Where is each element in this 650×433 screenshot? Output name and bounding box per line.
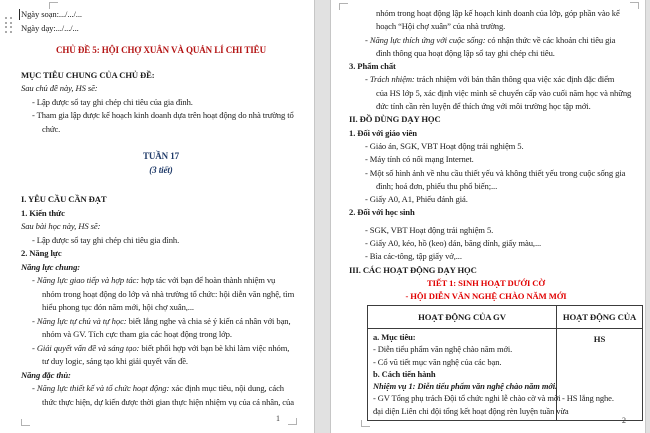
- text-line: [562, 356, 639, 368]
- text-line: - Máy tính có nối mạng Internet.: [365, 154, 474, 165]
- page2-text-column: [349, 7, 632, 304]
- text-line: I. YÊU CẦU CẦN ĐẠT: [21, 194, 107, 204]
- activities-table-body-row: [368, 329, 642, 420]
- text-line: 1. Kiến thức: [21, 207, 65, 218]
- page1-text-column: [21, 8, 301, 409]
- date-header-block: [21, 8, 301, 35]
- text-line: II. ĐỒ DÙNG DẠY HỌC: [349, 114, 441, 125]
- text-line: Nhiệm vụ 1: Diễn tiểu phẩm văn nghệ chào năm mới.: [373, 381, 558, 392]
- text-line: - Năng lực tự chủ và tự học: biết lắng nghe và chia sẻ ý kiến cá nhân với bạn,: [32, 315, 291, 326]
- text-line: - Năng lực thích ứng với cuộc sống: có nhận thức về các khoản chi tiêu gia: [365, 34, 616, 45]
- text-line: III. CÁC HOẠT ĐỘNG DẠY HỌC: [349, 264, 477, 275]
- requirements-section: [21, 193, 301, 409]
- text-line: - HS lắng nghe.: [562, 393, 614, 404]
- text-line: 1. Đối với giáo viên: [349, 127, 417, 138]
- text-boundary-corner-mark: [630, 2, 639, 9]
- text-boundary-corner-mark: [339, 3, 348, 10]
- text-line: tư duy logic, sáng tạo khi giải quyết vấn đề.: [42, 356, 188, 366]
- text-line: hoạch “Hội chợ xuân” của nhà trường.: [376, 21, 506, 32]
- text-line: - Giải quyết vấn đề và sáng tạo: biết phối hợp với bạn bè khi làm việc nhóm,: [32, 342, 290, 353]
- week-heading-block: [21, 150, 301, 177]
- text-line: a. Mục tiêu:: [373, 332, 416, 342]
- text-line: 3. Phẩm chất: [349, 61, 396, 72]
- text-line: - Trách nhiệm: trách nhiệm với bản thân thông qua việc xác định đặc điểm: [365, 74, 615, 85]
- table-header-gv-activities: HOẠT ĐỘNG CỦA GV: [368, 306, 557, 328]
- paragraph-drag-handle-icon[interactable]: [5, 17, 12, 33]
- text-line: đại diện Liên chi đội tổng kết hoạt động rèn luyện tuần vừa: [373, 405, 569, 416]
- text-line: Ngày soạn:.../.../...: [21, 9, 82, 19]
- text-line: (3 tiết): [149, 164, 173, 175]
- text-line: nhóm trong hoạt động do lớp và nhà trường tổ chức: hội diễn văn nghệ, tìm: [42, 288, 295, 299]
- document-page-2: [330, 0, 646, 433]
- student-materials-and-lesson-title-section: [349, 224, 623, 304]
- text-line: đình; hoá đơn, phiếu thu phổ biến;...: [376, 180, 498, 191]
- chapter-title: CHỦ ĐỀ 5: HỘI CHỢ XUÂN VÀ QUẢN LÍ CHI TIÊU: [56, 45, 266, 55]
- activities-table: [367, 305, 643, 421]
- text-line: - SGK, VBT Hoạt động trải nghiệm 5.: [365, 224, 494, 235]
- general-goals-section: [21, 69, 301, 137]
- text-line: Sau bài học này, HS sẽ:: [21, 221, 101, 231]
- text-line: TUẦN 17: [142, 151, 180, 161]
- text-line: chức.: [42, 123, 61, 134]
- text-line: - Năng lực giao tiếp và hợp tác: hợp tác với bạn để hoàn thành nhiệm vụ: [32, 275, 276, 285]
- text-line: - Diễn tiểu phẩm văn nghệ chào năm mới.: [373, 344, 513, 355]
- text-cursor-caret: [19, 9, 20, 20]
- page-number-footer: 2: [622, 416, 626, 425]
- text-line: - Một số hình ảnh về nhu cầu thiết yếu và không thiết yếu trong cuộc sống gia: [365, 167, 626, 178]
- text-line: thức thực hiện, dự kiến được thời gian thực hiện nhiệm vụ của cá nhân, của: [42, 396, 294, 407]
- text-line: Sau chủ đề này, HS sẽ:: [21, 83, 98, 93]
- text-line: hiểu phong tục đón năm mới, hội chợ xuân,...: [42, 302, 194, 312]
- text-line: [562, 368, 639, 380]
- text-boundary-corner-mark: [21, 419, 30, 426]
- text-line: - Giấy A0, A1, Phiếu đánh giá.: [365, 194, 468, 205]
- text-line: nhóm trong hoạt động lập kế hoạch kinh doanh của lớp, góp phần vào kế: [376, 8, 620, 18]
- text-line: - Năng lực thiết kế và tổ chức hoạt động: xác định mục tiêu, nội dung, cách: [32, 383, 284, 393]
- text-line: - Lập được sổ tay ghi chép chi tiêu của gia đình.: [32, 96, 193, 107]
- text-line: Ngày dạy:.../.../...: [21, 22, 79, 33]
- document-page-1: [0, 0, 315, 433]
- text-line: MỤC TIÊU CHUNG CỦA CHỦ ĐỀ:: [21, 69, 155, 80]
- text-line: - Giấy A0, kéo, hồ (keo) dán, băng dính, giấy màu,...: [365, 238, 542, 249]
- text-line: - HỘI DIỄN VĂN NGHỆ CHÀO NĂM MỚI: [405, 291, 567, 302]
- text-line: TIẾT 1: SINH HOẠT DƯỚI CỜ: [427, 277, 545, 288]
- text-line: [562, 380, 639, 392]
- text-boundary-corner-mark: [288, 418, 297, 425]
- text-line: Năng đặc thù:: [21, 369, 71, 380]
- text-line: 2. Năng lực: [21, 248, 62, 258]
- text-line: - Cổ vũ tiết mục văn nghệ của các bạn.: [373, 356, 502, 367]
- text-line: Năng lực chung:: [21, 261, 81, 272]
- table-cell-gv-activities: [368, 329, 569, 420]
- text-line: b. Cách tiến hành: [373, 368, 436, 379]
- text-line: nhóm và GV. Tích cực tham gia các hoạt động trong lớp.: [42, 329, 232, 339]
- text-line: của HS lớp 5, xác định việc mình sẽ chuyển cấp vào cuối năm học và những: [376, 87, 632, 98]
- table-header-hs-activities: HOẠT ĐỘNG CỦA HS: [562, 312, 637, 344]
- text-line: đình thông qua hoạt động lập sổ tay ghi chép chi tiêu.: [376, 47, 555, 58]
- text-line: - GV Tổng phụ trách Đội tổ chức nghi lễ chào cờ và mời: [373, 393, 561, 404]
- text-line: - Giáo án, SGK, VBT Hoạt động trải nghiệm 5.: [365, 140, 524, 151]
- text-line: - Lập được sổ tay ghi chép chi tiêu gia đình.: [32, 234, 180, 245]
- text-line: 2. Đối với học sinh: [349, 207, 415, 218]
- text-line: đức tính cần rèn luyện để thích ứng với môi trường học tập mới.: [376, 101, 591, 112]
- text-line: [562, 331, 639, 343]
- text-line: [562, 343, 639, 355]
- text-line: - Tham gia lập được kế hoạch kinh doanh dựa trên hoạt động do nhà trường tổ: [32, 110, 294, 120]
- text-line: - Bìa các-tông, tập giấy vở,...: [365, 251, 462, 262]
- table-cell-hs-activities: [557, 329, 642, 420]
- teacher-materials-and-qualities-section: [349, 7, 632, 220]
- page-number-footer: 1: [276, 414, 280, 423]
